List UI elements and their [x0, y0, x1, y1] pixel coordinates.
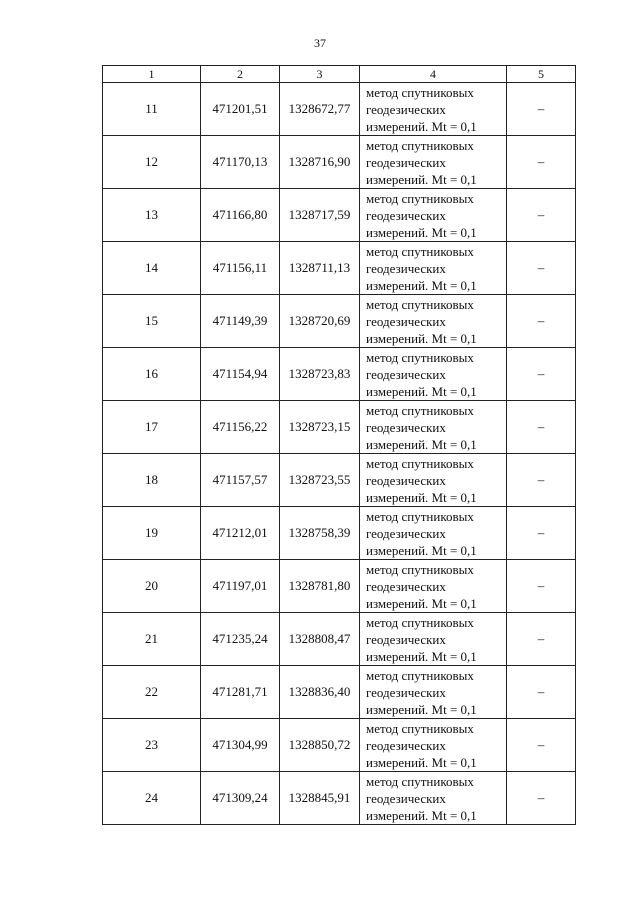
method-cell — [360, 401, 507, 454]
y-coordinate-cell: 1328723,55 — [280, 454, 360, 507]
x-coordinate-cell: 471309,24 — [201, 772, 280, 825]
table-row — [103, 83, 576, 136]
point-number-cell: 21 — [103, 613, 201, 666]
method-line: измерений. Mt = 0,1 — [366, 383, 477, 399]
y-coordinate-cell: 1328758,39 — [280, 507, 360, 560]
table-row — [103, 560, 576, 613]
method-line: измерений. Mt = 0,1 — [366, 807, 477, 823]
method-line: метод спутниковых — [366, 349, 474, 365]
page-number: 37 — [314, 36, 326, 50]
note-cell: – — [507, 401, 576, 454]
table-row — [103, 348, 576, 401]
column-header: 2 — [201, 66, 280, 83]
point-number-cell: 24 — [103, 772, 201, 825]
method-line: метод спутниковых — [366, 773, 474, 789]
method-line: геодезических — [366, 631, 446, 647]
y-coordinate-cell: 1328711,13 — [280, 242, 360, 295]
x-coordinate-cell: 471154,94 — [201, 348, 280, 401]
column-header: 3 — [280, 66, 360, 83]
y-coordinate-cell: 1328850,72 — [280, 719, 360, 772]
method-line: геодезических — [366, 419, 446, 435]
x-coordinate-cell: 471281,71 — [201, 666, 280, 719]
point-number-cell: 13 — [103, 189, 201, 242]
point-number-cell: 20 — [103, 560, 201, 613]
method-line: метод спутниковых — [366, 296, 474, 312]
method-line: измерений. Mt = 0,1 — [366, 118, 477, 134]
x-coordinate-cell: 471304,99 — [201, 719, 280, 772]
point-number-cell: 18 — [103, 454, 201, 507]
method-line: метод спутниковых — [366, 508, 474, 524]
x-coordinate-cell: 471201,51 — [201, 83, 280, 136]
x-coordinate-cell: 471166,80 — [201, 189, 280, 242]
x-coordinate-cell: 471157,57 — [201, 454, 280, 507]
column-header: 4 — [360, 66, 507, 83]
y-coordinate-cell: 1328723,83 — [280, 348, 360, 401]
method-cell — [360, 560, 507, 613]
method-line: метод спутниковых — [366, 243, 474, 259]
method-line: измерений. Mt = 0,1 — [366, 542, 477, 558]
method-line: измерений. Mt = 0,1 — [366, 754, 477, 770]
table-row — [103, 242, 576, 295]
method-line: геодезических — [366, 525, 446, 541]
note-cell: – — [507, 560, 576, 613]
method-line: метод спутниковых — [366, 614, 474, 630]
table-row — [103, 189, 576, 242]
table-header-row — [103, 66, 576, 83]
note-cell: – — [507, 772, 576, 825]
point-number-cell: 14 — [103, 242, 201, 295]
method-line: геодезических — [366, 101, 446, 117]
method-line: измерений. Mt = 0,1 — [366, 489, 477, 505]
method-line: метод спутниковых — [366, 402, 474, 418]
note-cell: – — [507, 83, 576, 136]
table-row — [103, 295, 576, 348]
note-cell: – — [507, 295, 576, 348]
x-coordinate-cell: 471197,01 — [201, 560, 280, 613]
method-cell — [360, 83, 507, 136]
y-coordinate-cell: 1328717,59 — [280, 189, 360, 242]
method-line: метод спутниковых — [366, 667, 474, 683]
method-cell — [360, 507, 507, 560]
method-line: геодезических — [366, 366, 446, 382]
column-header: 5 — [507, 66, 576, 83]
y-coordinate-cell: 1328836,40 — [280, 666, 360, 719]
y-coordinate-cell: 1328716,90 — [280, 136, 360, 189]
method-cell — [360, 348, 507, 401]
table-body — [103, 83, 576, 825]
coordinates-table — [102, 65, 576, 825]
method-line: метод спутниковых — [366, 137, 474, 153]
method-line: метод спутниковых — [366, 84, 474, 100]
table-row — [103, 719, 576, 772]
table-row — [103, 507, 576, 560]
table-row — [103, 401, 576, 454]
note-cell: – — [507, 136, 576, 189]
y-coordinate-cell: 1328720,69 — [280, 295, 360, 348]
method-line: геодезических — [366, 578, 446, 594]
point-number-cell: 11 — [103, 83, 201, 136]
method-line: измерений. Mt = 0,1 — [366, 701, 477, 717]
method-cell — [360, 454, 507, 507]
table-row — [103, 136, 576, 189]
y-coordinate-cell: 1328845,91 — [280, 772, 360, 825]
y-coordinate-cell: 1328781,80 — [280, 560, 360, 613]
note-cell: – — [507, 189, 576, 242]
method-line: геодезических — [366, 260, 446, 276]
x-coordinate-cell: 471149,39 — [201, 295, 280, 348]
method-line: измерений. Mt = 0,1 — [366, 436, 477, 452]
table-row — [103, 454, 576, 507]
method-line: измерений. Mt = 0,1 — [366, 595, 477, 611]
note-cell: – — [507, 242, 576, 295]
method-cell — [360, 136, 507, 189]
method-line: измерений. Mt = 0,1 — [366, 171, 477, 187]
method-line: измерений. Mt = 0,1 — [366, 330, 477, 346]
method-cell — [360, 772, 507, 825]
note-cell: – — [507, 666, 576, 719]
point-number-cell: 23 — [103, 719, 201, 772]
column-header: 1 — [103, 66, 201, 83]
table-row — [103, 772, 576, 825]
point-number-cell: 22 — [103, 666, 201, 719]
method-line: измерений. Mt = 0,1 — [366, 648, 477, 664]
point-number-cell: 19 — [103, 507, 201, 560]
method-cell — [360, 189, 507, 242]
method-line: геодезических — [366, 737, 446, 753]
method-cell — [360, 242, 507, 295]
method-line: метод спутниковых — [366, 720, 474, 736]
point-number-cell: 16 — [103, 348, 201, 401]
method-cell — [360, 719, 507, 772]
method-cell — [360, 295, 507, 348]
method-line: геодезических — [366, 472, 446, 488]
note-cell: – — [507, 719, 576, 772]
method-line: геодезических — [366, 790, 446, 806]
x-coordinate-cell: 471212,01 — [201, 507, 280, 560]
method-line: геодезических — [366, 684, 446, 700]
method-line: измерений. Mt = 0,1 — [366, 277, 477, 293]
method-line: измерений. Mt = 0,1 — [366, 224, 477, 240]
x-coordinate-cell: 471170,13 — [201, 136, 280, 189]
table-row — [103, 666, 576, 719]
note-cell: – — [507, 507, 576, 560]
x-coordinate-cell: 471156,22 — [201, 401, 280, 454]
method-line: метод спутниковых — [366, 561, 474, 577]
table-row — [103, 613, 576, 666]
y-coordinate-cell: 1328808,47 — [280, 613, 360, 666]
method-cell — [360, 613, 507, 666]
point-number-cell: 12 — [103, 136, 201, 189]
method-cell — [360, 666, 507, 719]
method-line: геодезических — [366, 207, 446, 223]
method-line: метод спутниковых — [366, 455, 474, 471]
point-number-cell: 17 — [103, 401, 201, 454]
y-coordinate-cell: 1328723,15 — [280, 401, 360, 454]
note-cell: – — [507, 348, 576, 401]
note-cell: – — [507, 613, 576, 666]
method-line: геодезических — [366, 154, 446, 170]
method-line: метод спутниковых — [366, 190, 474, 206]
y-coordinate-cell: 1328672,77 — [280, 83, 360, 136]
method-line: геодезических — [366, 313, 446, 329]
note-cell: – — [507, 454, 576, 507]
x-coordinate-cell: 471156,11 — [201, 242, 280, 295]
point-number-cell: 15 — [103, 295, 201, 348]
x-coordinate-cell: 471235,24 — [201, 613, 280, 666]
